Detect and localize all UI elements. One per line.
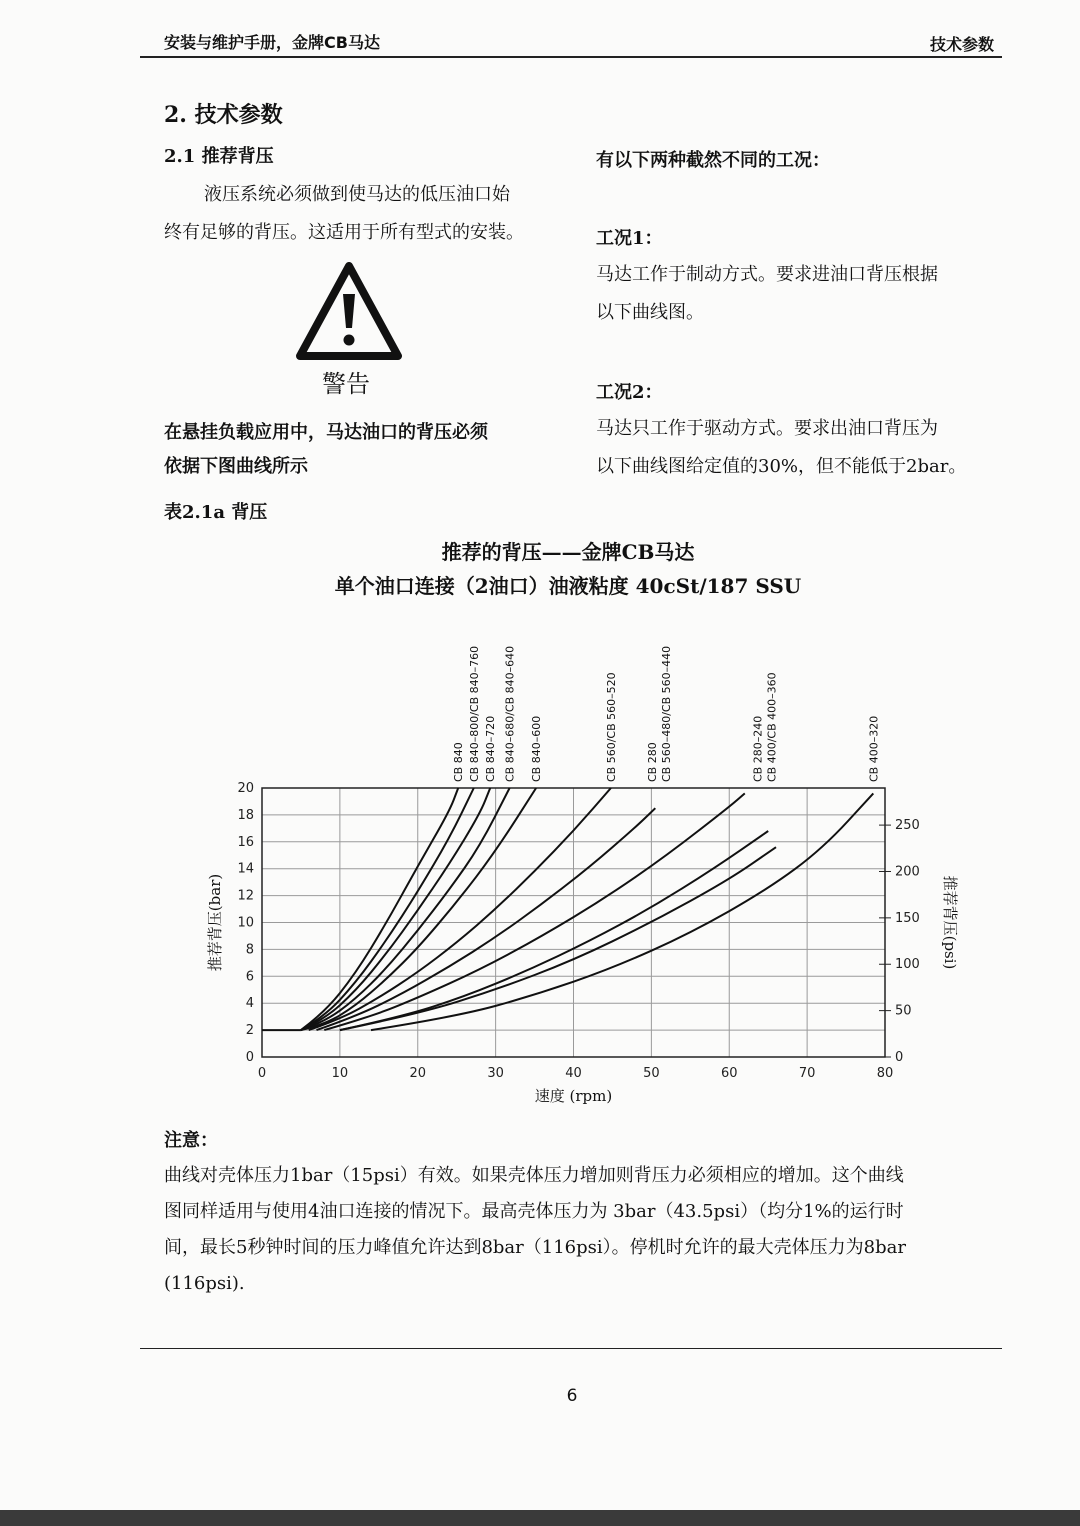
- y-tick-label: 4: [245, 996, 254, 1012]
- header-rule: [140, 56, 1002, 58]
- y-axis-title: 推荐背压(bar): [206, 873, 224, 972]
- footer-rule: [140, 1348, 1002, 1349]
- y2-axis-title: 推荐背压(psi): [941, 875, 959, 970]
- y-tick-label: 18: [237, 807, 254, 823]
- page-number: 6: [566, 1386, 578, 1406]
- curve-label: CB 560–480/CB 560–440: [660, 645, 674, 782]
- chart-subtitle: 单个油口连接（2油口）油液粘度 40cSt/187 SSU: [334, 574, 802, 598]
- y2-tick-label: 100: [895, 957, 920, 973]
- warning-icon: [296, 262, 402, 360]
- x-tick-label: 30: [487, 1066, 504, 1081]
- warning-text-line-1: 在悬挂负载应用中，马达油口的背压必须: [164, 422, 488, 443]
- curve-label: CB 840–680/CB 840–640: [503, 645, 517, 782]
- curve-label: CB 280–240: [751, 715, 765, 782]
- intro-paragraph: [164, 176, 564, 252]
- y2-tick-label: 250: [895, 818, 920, 834]
- y2-tick-label: 0: [895, 1050, 904, 1065]
- curve-series-4: [301, 788, 510, 1030]
- curve-label: CB 400–320: [867, 715, 881, 782]
- note-body: [164, 1158, 994, 1302]
- chart-title: 推荐的背压——金牌CB马达: [441, 540, 695, 564]
- header-manual-title: 安装与维护手册，金牌CB马达: [164, 33, 380, 52]
- x-tick-label: 80: [876, 1066, 894, 1081]
- table-caption: 表2.1a 背压: [164, 502, 268, 523]
- y-tick-label: 14: [237, 861, 254, 877]
- y-tick-label: 16: [237, 834, 254, 850]
- curve-label: CB 840–800/CB 840–760: [467, 645, 481, 782]
- note-line-1: 曲线对壳体压力1bar（15psi）有效。如果壳体压力增加则背压力必须相应的增加。这个曲线: [164, 1165, 904, 1186]
- curve-label: CB 840–720: [484, 715, 498, 782]
- curve-label: CB 840–600: [530, 715, 544, 782]
- x-tick-label: 10: [331, 1066, 349, 1081]
- y2-tick-label: 200: [895, 864, 920, 880]
- curve-series-2: [301, 788, 474, 1030]
- intro-line-1: 液压系统必须做到使马达的低压油口始: [204, 184, 510, 205]
- header-section-title: 技术参数: [930, 35, 995, 54]
- section-title: 2. 技术参数: [164, 102, 283, 128]
- note-title: 注意：: [164, 1130, 218, 1151]
- x-tick-label: 60: [720, 1066, 738, 1081]
- y-tick-label: 2: [245, 1023, 254, 1039]
- case1-title: 工况1：: [596, 228, 663, 249]
- x-tick-label: 70: [798, 1066, 816, 1081]
- x-tick-label: 50: [643, 1066, 660, 1081]
- curve-label: CB 840: [452, 742, 466, 782]
- x-tick-label: 40: [565, 1066, 582, 1081]
- case2-line-2: 以下曲线图给定值的30%，但不能低于2bar。: [596, 456, 967, 477]
- warning-text-line-2: 依据下图曲线所示: [164, 456, 308, 477]
- curve-label: CB 560/CB 560–520: [604, 672, 618, 782]
- case1-line-1: 马达工作于制动方式。要求进油口背压根据: [596, 264, 938, 285]
- warning-label: 警告: [322, 370, 370, 398]
- note-line-4: (116psi).: [164, 1273, 245, 1294]
- case1-description: [596, 256, 938, 332]
- y-tick-label: 6: [245, 969, 254, 985]
- y2-tick-label: 150: [895, 910, 920, 926]
- x-tick-label: 20: [409, 1066, 427, 1081]
- conditions-heading: 有以下两种截然不同的工况：: [596, 150, 830, 171]
- curve-series-6: [309, 788, 611, 1030]
- case2-title: 工况2：: [596, 382, 663, 403]
- x-tick-label: 0: [257, 1066, 267, 1081]
- case1-line-2: 以下曲线图。: [596, 302, 704, 323]
- note-line-3: 间，最长5秒钟时间的压力峰值允许达到8bar（116psi）。停机时允许的最大壳体压力为8bar: [164, 1237, 906, 1258]
- x-axis-title: 速度 (rpm): [534, 1087, 613, 1105]
- y-tick-label: 8: [245, 942, 254, 958]
- subsection-title: 2.1 推荐背压: [164, 146, 274, 167]
- curve-label: CB 280: [646, 742, 660, 782]
- curve-series-3: [301, 788, 490, 1030]
- y-tick-label: 0: [245, 1050, 254, 1065]
- intro-line-2: 终有足够的背压。这适用于所有型式的安装。: [164, 222, 524, 243]
- y-tick-label: 20: [237, 781, 254, 796]
- y-tick-label: 12: [237, 888, 254, 904]
- curve-label: CB 400/CB 400–360: [765, 672, 779, 782]
- case2-line-1: 马达只工作于驱动方式。要求出油口背压为: [596, 418, 938, 439]
- back-pressure-chart: [190, 628, 990, 1118]
- y-tick-label: 10: [237, 915, 254, 931]
- case2-description: [596, 410, 966, 486]
- note-line-2: 图同样适用与使用4油口连接的情况下。最高壳体压力为 3bar（43.5psi）（均分1%的运行时: [164, 1201, 904, 1222]
- curve-series-11: [371, 793, 873, 1030]
- y2-tick-label: 50: [895, 1003, 912, 1019]
